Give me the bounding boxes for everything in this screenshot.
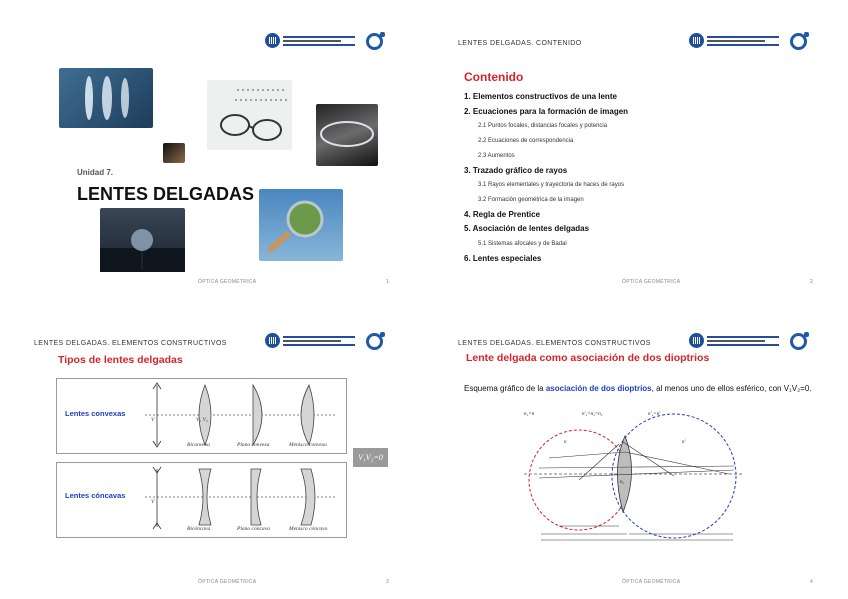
magnifier-plant-photo bbox=[259, 189, 343, 261]
toc-item: 3. Trazado gráfico de rayos bbox=[464, 165, 568, 175]
toc-item: 5. Asociación de lentes delgadas bbox=[464, 224, 590, 234]
slide-header: LENTES DELGADAS. ELEMENTOS CONSTRUCTIVOS bbox=[458, 340, 651, 347]
lens-type-caption: Biconvexa bbox=[187, 442, 210, 448]
footer-text: ÓPTICA GEOMÉTRICA bbox=[622, 279, 681, 285]
concave-lens-panel bbox=[56, 462, 347, 538]
university-logo bbox=[265, 33, 355, 48]
nprime-label: n' bbox=[682, 440, 686, 445]
dioptric-association-diagram bbox=[519, 408, 749, 548]
page-number: 4 bbox=[810, 579, 813, 585]
n2p-label: n'₂=n' bbox=[648, 412, 661, 417]
faculty-ring-logo-icon bbox=[366, 333, 383, 350]
magnifying-glass-icon bbox=[259, 189, 343, 261]
page-number: 3 bbox=[386, 579, 389, 585]
upc-logo-icon bbox=[689, 333, 704, 348]
lens-glare-icon bbox=[316, 104, 378, 166]
table-of-contents bbox=[464, 90, 628, 266]
slide-4 bbox=[424, 300, 848, 599]
city-crystal-ball-photo bbox=[100, 208, 185, 272]
glasses-eye-chart-photo bbox=[207, 80, 292, 150]
toc-item: 4. Regla de Prentice bbox=[464, 209, 541, 219]
footer-text: ÓPTICA GEOMÉTRICA bbox=[198, 279, 257, 285]
convex-label: Lentes convexas bbox=[65, 409, 126, 418]
upc-logo-icon bbox=[265, 33, 280, 48]
slide-title: Tipos de lentes delgadas bbox=[58, 354, 183, 366]
university-logo bbox=[689, 33, 779, 48]
slide-title: LENTES DELGADAS bbox=[77, 184, 255, 204]
toc-item: 6. Lentes especiales bbox=[464, 253, 542, 263]
slide-1 bbox=[0, 0, 424, 299]
faculty-ring-logo-icon bbox=[790, 333, 807, 350]
university-logo bbox=[265, 333, 355, 348]
toc-subitem: 2.1 Puntos focales, distancias focales y potencia bbox=[478, 123, 608, 130]
lens-type-caption: Menisco cóncavo bbox=[289, 526, 328, 532]
slide-title: Lente delgada como asociación de dos dioptrios bbox=[466, 352, 710, 364]
slide-header: LENTES DELGADAS. ELEMENTOS CONSTRUCTIVOS bbox=[34, 340, 227, 347]
lens-type-caption: Plano cóncava bbox=[237, 526, 270, 532]
toc-subitem: 5.1 Sistemas afocales y de Badal bbox=[478, 241, 567, 248]
lens-closeup-photo bbox=[316, 104, 378, 166]
n-label: n bbox=[564, 440, 567, 445]
upc-logo-icon bbox=[689, 33, 704, 48]
logo-text-lines bbox=[707, 334, 779, 348]
faculty-ring-logo-icon bbox=[366, 33, 383, 50]
page-number: 2 bbox=[810, 279, 813, 285]
description-highlight: asociación de dos dioptrios bbox=[545, 384, 652, 393]
toc-subitem: 2.3 Aumentos bbox=[478, 152, 515, 159]
page-number: 1 bbox=[386, 279, 389, 285]
logo-text-lines bbox=[283, 34, 355, 48]
concave-label: Lentes cóncavas bbox=[65, 491, 126, 500]
toc-item: 2. Ecuaciones para la formación de imagen bbox=[464, 106, 629, 116]
footer-text: ÓPTICA GEOMÉTRICA bbox=[198, 579, 257, 585]
toc-item: 1. Elementos constructivos de una lente bbox=[464, 92, 617, 101]
slide-2 bbox=[424, 0, 848, 299]
upc-logo-icon bbox=[265, 333, 280, 348]
n1-label: n₁=n bbox=[524, 412, 535, 417]
faculty-ring-logo-icon bbox=[790, 33, 807, 50]
slide-3 bbox=[0, 300, 424, 599]
contact-lens-photo bbox=[163, 143, 185, 163]
v1v2-label: V₁ V₂ bbox=[196, 417, 208, 423]
lens-shapes-icon bbox=[59, 68, 153, 128]
logo-text-lines bbox=[707, 34, 779, 48]
footer-text: ÓPTICA GEOMÉTRICA bbox=[622, 579, 681, 585]
toc-subitem: 3.1 Rayos elementales y trayectoria de haces de rayos bbox=[478, 182, 625, 189]
logo-text-lines bbox=[283, 334, 355, 348]
eyeglasses-icon bbox=[207, 80, 292, 150]
vertex-equation-badge: V₁V₂=0 bbox=[353, 448, 388, 467]
toc-subitem: 3.2 Formación geométrica de la imagen bbox=[478, 196, 584, 203]
convex-lens-panel bbox=[56, 378, 347, 454]
unit-label: Unidad 7. bbox=[77, 168, 114, 177]
lens-type-caption: Bicóncava bbox=[187, 526, 211, 532]
v-label: V bbox=[151, 499, 155, 505]
university-logo bbox=[689, 333, 779, 348]
toc-subitem: 2.2 Ecuaciones de correspondencia bbox=[478, 138, 574, 145]
slide-description bbox=[464, 383, 824, 395]
description-text: , al menos uno de ellos esférico, con V₁V₂=0. bbox=[651, 384, 812, 393]
n1p-label: n'₁=n₂=n₂ bbox=[582, 412, 603, 417]
slide-header: LENTES DELGADAS. CONTENIDO bbox=[458, 40, 582, 47]
lens-row-photo bbox=[59, 68, 153, 128]
description-text: Esquema gráfico de la bbox=[464, 384, 546, 393]
lens-type-caption: Menisco convexo bbox=[289, 442, 328, 448]
n2-label: n₂ bbox=[620, 480, 625, 485]
lens-type-caption: Plano convexa bbox=[237, 442, 270, 448]
crystal-ball-icon bbox=[100, 208, 185, 272]
v-label: V bbox=[151, 417, 155, 423]
slide-title: Contenido bbox=[464, 70, 524, 84]
